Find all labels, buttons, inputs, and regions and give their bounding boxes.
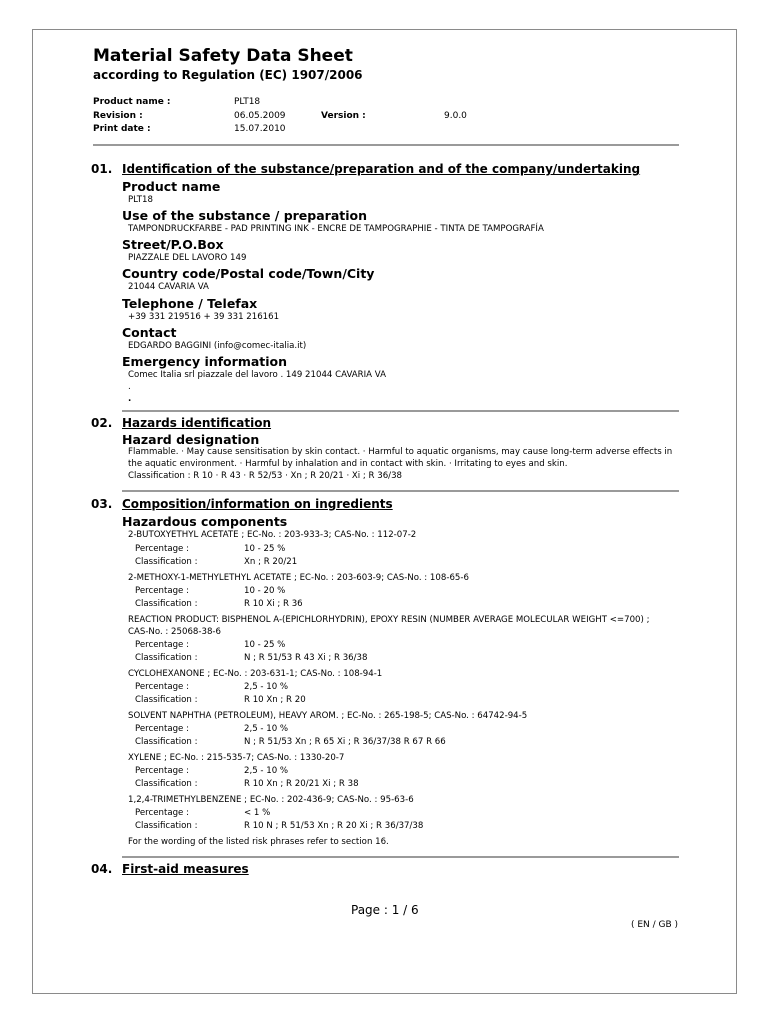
component-name: 1,2,4-TRIMETHYLBENZENE ; EC-No. : 202-436-9; CAS-No. : 95-63-6 (128, 795, 414, 805)
emergency-text: Comec Italia srl piazzale del lavoro . 149 21044 CAVARIA VA (128, 370, 386, 380)
classification-label: Classification : (135, 737, 198, 747)
revision-label: Revision : (93, 111, 143, 121)
section-01-number: 01. (91, 162, 113, 176)
section-03-title: Composition/information on ingredients (122, 497, 393, 511)
percentage-value: 2,5 - 10 % (244, 682, 289, 692)
contact-heading: Contact (122, 325, 177, 340)
classification-label: Classification : (135, 557, 198, 567)
telephone-text: +39 331 219516 + 39 331 216161 (128, 312, 280, 322)
hazard-text-line-2: the aquatic environment. · Harmful by inhalation and in contact with skin. · Irritating to eyes and skin. (128, 459, 568, 469)
component-name-continued: CAS-No. : 25068-38-6 (128, 627, 222, 637)
classification-value: R 10 Xi ; R 36 (244, 599, 303, 609)
section-04-number: 04. (91, 862, 113, 876)
section-02-divider (122, 490, 679, 492)
contact-text: EDGARDO BAGGINI (info@comec-italia.it) (128, 341, 307, 351)
emergency-dot-2: . (128, 394, 132, 404)
percentage-value: 10 - 25 % (244, 544, 286, 554)
document-title: Material Safety Data Sheet (93, 46, 353, 66)
revision-value: 06.05.2009 (234, 111, 286, 121)
classification-label: Classification : (135, 653, 198, 663)
percentage-label: Percentage : (135, 682, 189, 692)
section-04-title: First-aid measures (122, 862, 249, 876)
classification-label: Classification : (135, 779, 198, 789)
telephone-heading: Telephone / Telefax (122, 296, 258, 311)
use-heading: Use of the substance / preparation (122, 208, 368, 223)
component-name: REACTION PRODUCT: BISPHENOL A-(EPICHLORHYDRIN), EPOXY RESIN (NUMBER AVERAGE MOLECULAR WEIGHT <=700) ; (128, 615, 650, 625)
version-value: 9.0.0 (444, 111, 467, 121)
section-03-divider (122, 856, 679, 858)
percentage-label: Percentage : (135, 640, 189, 650)
document-subtitle: according to Regulation (EC) 1907/2006 (93, 68, 363, 82)
percentage-label: Percentage : (135, 544, 189, 554)
classification-value: N ; R 51/53 Xn ; R 65 Xi ; R 36/37/38 R 67 R 66 (244, 737, 446, 747)
percentage-value: 2,5 - 10 % (244, 766, 289, 776)
street-heading: Street/P.O.Box (122, 237, 224, 252)
component-name: 2-BUTOXYETHYL ACETATE ; EC-No. : 203-933-3; CAS-No. : 112-07-2 (128, 530, 417, 540)
section-02-number: 02. (91, 416, 113, 430)
product-name-heading: Product name (122, 179, 221, 194)
classification-value: R 10 Xn ; R 20/21 Xi ; R 38 (244, 779, 359, 789)
classification-value: R 10 Xn ; R 20 (244, 695, 306, 705)
hazard-classification: Classification : R 10 · R 43 · R 52/53 · Xn ; R 20/21 · Xi ; R 36/38 (128, 471, 403, 481)
use-text: TAMPONDRUCKFARBE - PAD PRINTING INK - ENCRE DE TAMPOGRAPHIE - TINTA DE TAMPOGRAFÍA (128, 224, 544, 234)
street-text: PIAZZALE DEL LAVORO 149 (128, 253, 247, 263)
section-01-title: Identification of the substance/preparation and of the company/undertaking (122, 162, 641, 176)
component-name: CYCLOHEXANONE ; EC-No. : 203-631-1; CAS-No. : 108-94-1 (128, 669, 383, 679)
section-03-number: 03. (91, 497, 113, 511)
header-divider (93, 144, 679, 146)
product-name-text: PLT18 (128, 195, 153, 205)
classification-label: Classification : (135, 821, 198, 831)
percentage-label: Percentage : (135, 808, 189, 818)
product-name-value: PLT18 (234, 97, 261, 107)
section-01-divider (122, 410, 679, 412)
percentage-value: < 1 % (244, 808, 271, 818)
classification-value: N ; R 51/53 R 43 Xi ; R 36/38 (244, 653, 368, 663)
country-heading: Country code/Postal code/Town/City (122, 266, 375, 281)
hazardous-components-heading: Hazardous components (122, 514, 288, 529)
classification-label: Classification : (135, 599, 198, 609)
component-name: XYLENE ; EC-No. : 215-535-7; CAS-No. : 1330-20-7 (128, 753, 345, 763)
emergency-heading: Emergency information (122, 354, 288, 369)
print-date-value: 15.07.2010 (234, 124, 286, 134)
percentage-value: 10 - 20 % (244, 586, 286, 596)
product-name-label: Product name : (93, 97, 171, 107)
percentage-value: 2,5 - 10 % (244, 724, 289, 734)
print-date-label: Print date : (93, 124, 151, 134)
page-number: Page : 1 / 6 (351, 903, 419, 917)
percentage-label: Percentage : (135, 724, 189, 734)
language-code: ( EN / GB ) (631, 920, 679, 930)
component-name: 2-METHOXY-1-METHYLETHYL ACETATE ; EC-No. : 203-603-9; CAS-No. : 108-65-6 (128, 573, 469, 583)
risk-phrases-footnote: For the wording of the listed risk phrases refer to section 16. (128, 837, 389, 847)
section-02-title: Hazards identification (122, 416, 272, 430)
classification-value: Xn ; R 20/21 (244, 557, 298, 567)
percentage-label: Percentage : (135, 766, 189, 776)
classification-value: R 10 N ; R 51/53 Xn ; R 20 Xi ; R 36/37/38 (244, 821, 424, 831)
emergency-dot-1: . (128, 382, 131, 392)
hazard-text-line-1: Flammable. · May cause sensitisation by skin contact. · Harmful to aquatic organisms, may cause long-term adverse effects in (128, 447, 673, 457)
hazard-designation-heading: Hazard designation (122, 432, 260, 447)
component-name: SOLVENT NAPHTHA (PETROLEUM), HEAVY AROM. ; EC-No. : 265-198-5; CAS-No. : 64742-94-5 (128, 711, 528, 721)
percentage-label: Percentage : (135, 586, 189, 596)
country-text: 21044 CAVARIA VA (128, 282, 209, 292)
version-label: Version : (321, 111, 366, 121)
classification-label: Classification : (135, 695, 198, 705)
percentage-value: 10 - 25 % (244, 640, 286, 650)
